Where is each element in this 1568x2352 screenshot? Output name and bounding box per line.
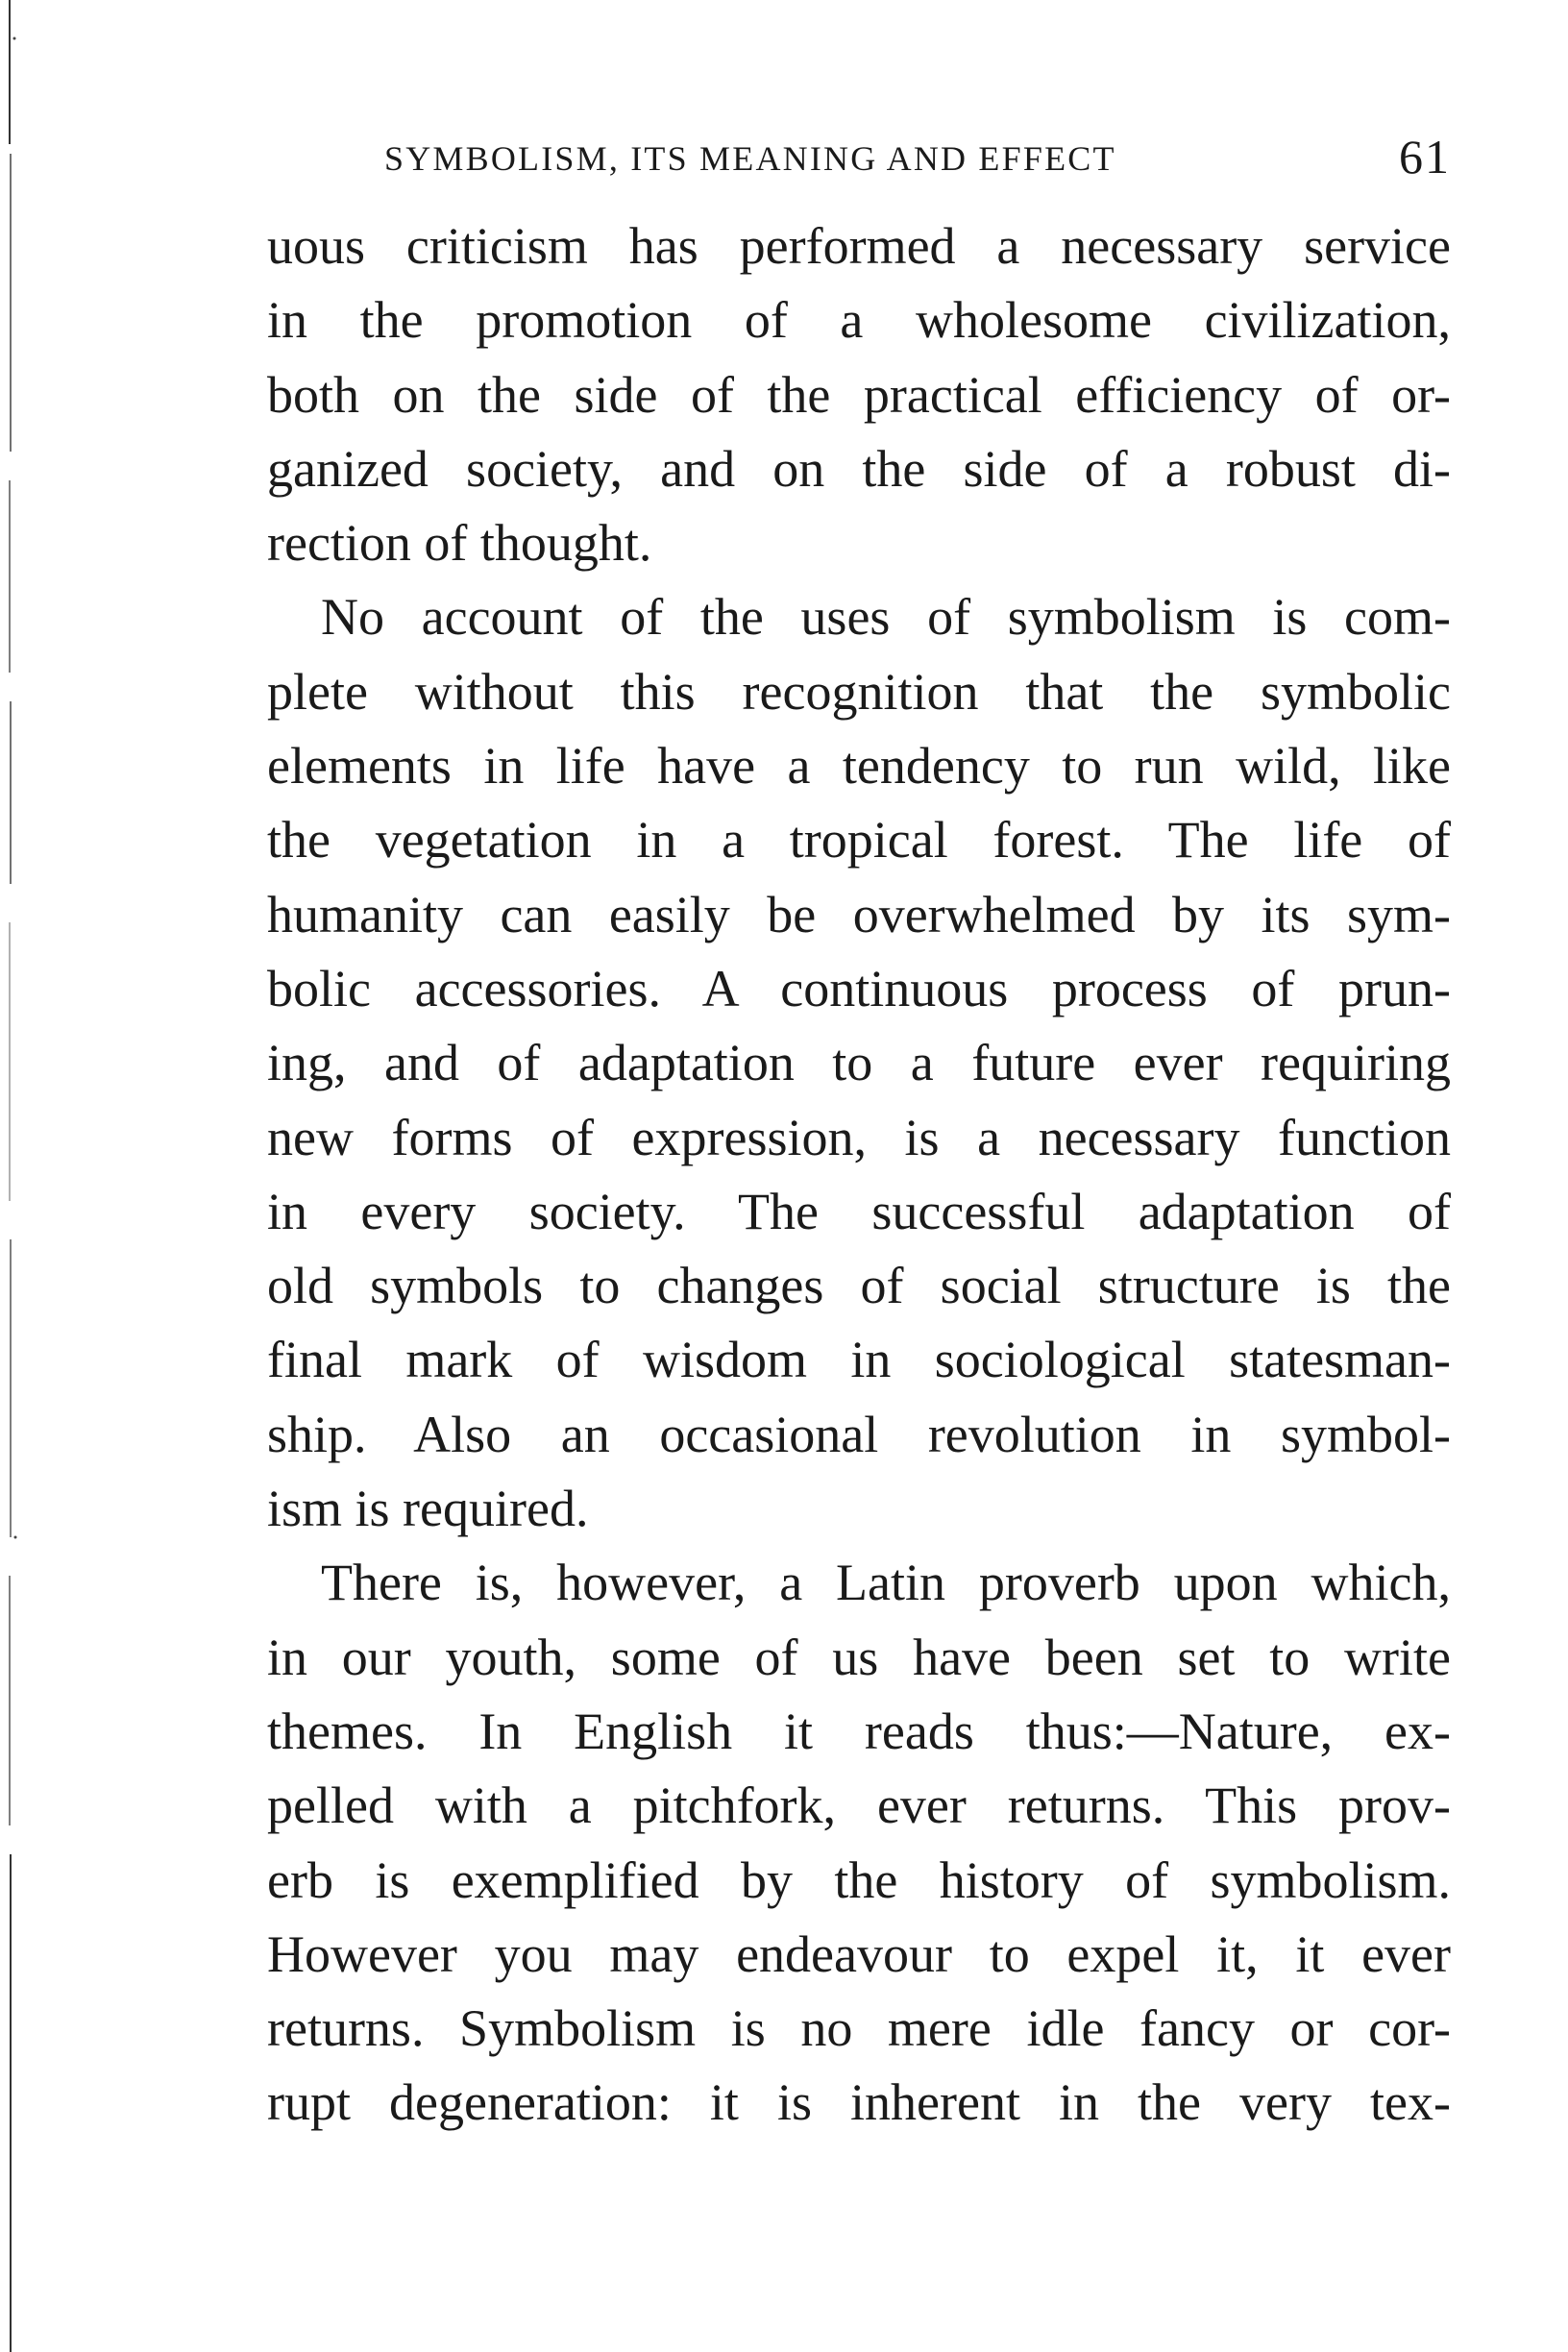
text-line: returns. Symbolism is no mere idle fancy or cor- [267, 1999, 1451, 2058]
text-line: uous criticism has performed a necessary service [267, 217, 1451, 275]
text-line: in every society. The successful adaptation of [267, 1182, 1451, 1240]
text-line: in our youth, some of us have been set to write [267, 1628, 1451, 1686]
body-text [267, 209, 1451, 2141]
text-line: plete without this recognition that the symbolic [267, 662, 1451, 721]
text-line: themes. In English it reads thus:—Nature, ex- [267, 1702, 1451, 1760]
text-line: the vegetation in a tropical forest. The life of [267, 811, 1451, 870]
text-line: ism is required. [267, 1480, 589, 1538]
text-line: old symbols to changes of social structure is the [267, 1257, 1451, 1315]
text-line: pelled with a pitchfork, ever returns. This prov- [267, 1776, 1451, 1835]
text-line: ganized society, and on the side of a robust di- [267, 439, 1451, 498]
text-line: ship. Also an occasional revolution in symbol- [267, 1405, 1451, 1463]
paragraph-1 [267, 209, 1451, 580]
page-header [384, 130, 1451, 190]
text-line: There is, however, a Latin proverb upon which, [321, 1554, 1451, 1612]
text-line: both on the side of the practical efficiency of or- [267, 365, 1451, 424]
text-line: rupt degeneration: it is inherent in the very tex- [267, 2073, 1451, 2132]
text-line: rection of thought. [267, 514, 652, 573]
paragraph-3 [267, 1546, 1451, 2140]
text-line: humanity can easily be overwhelmed by its sym- [267, 885, 1451, 943]
text-line: new forms of expression, is a necessary function [267, 1108, 1451, 1166]
paragraph-2 [267, 580, 1451, 1546]
running-head: SYMBOLISM, ITS MEANING AND EFFECT [384, 139, 1116, 178]
text-line: in the promotion of a wholesome civilization, [267, 291, 1451, 350]
text-line: No account of the uses of symbolism is com- [321, 588, 1451, 647]
text-line: elements in life have a tendency to run wild, like [267, 737, 1451, 796]
text-line: ing, and of adaptation to a future ever requiring [267, 1034, 1451, 1092]
text-line: erb is exemplified by the history of symbolism. [267, 1850, 1451, 1909]
binding-edge-marks [6, 0, 19, 2352]
text-line: However you may endeavour to expel it, it ever [267, 1924, 1451, 1983]
text-line: final mark of wisdom in sociological statesman- [267, 1331, 1451, 1389]
text-line: bolic accessories. A continuous process of prun- [267, 959, 1451, 1017]
page-number: 61 [1399, 130, 1451, 184]
